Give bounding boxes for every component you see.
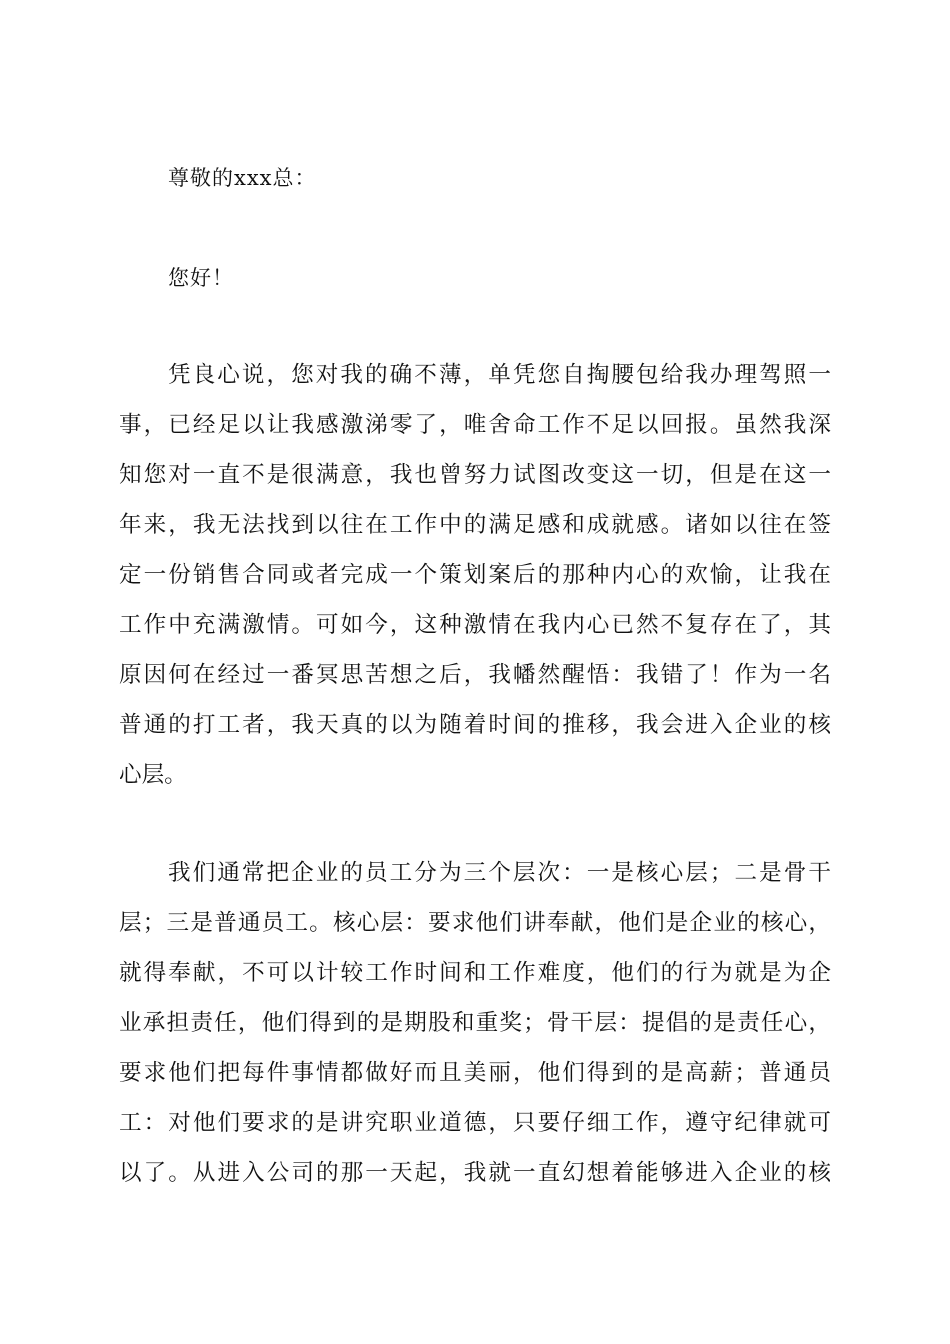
paragraph-line: 就得奉献，不可以计较工作时间和工作难度，他们的行为就是为企 — [119, 960, 831, 986]
paragraph-line: 工：对他们要求的是讲究职业道德，只要仔细工作，遵守纪律就可 — [119, 1110, 831, 1136]
salutation: 尊敬的xxx总： — [168, 166, 317, 190]
paragraph-line: 凭良心说，您对我的确不薄，单凭您自掏腰包给我办理驾照一 — [168, 362, 831, 388]
greeting: 您好！ — [168, 266, 234, 290]
paragraph-2 — [119, 848, 831, 1198]
paragraph-line: 业承担责任，他们得到的是期股和重奖；骨干层：提倡的是责任心， — [119, 1010, 831, 1036]
paragraph-line: 以了。从进入公司的那一天起，我就一直幻想着能够进入企业的核 — [119, 1160, 831, 1186]
paragraph-line: 事，已经足以让我感激涕零了，唯舍命工作不足以回报。虽然我深 — [119, 412, 831, 438]
paragraph-line: 普通的打工者，我天真的以为随着时间的推移，我会进入企业的核 — [119, 712, 831, 738]
paragraph-line: 心层。 — [119, 762, 187, 788]
paragraph-line: 我们通常把企业的员工分为三个层次：一是核心层；二是骨干 — [168, 860, 831, 886]
paragraph-1 — [119, 350, 831, 800]
paragraph-line: 知您对一直不是很满意，我也曾努力试图改变这一切，但是在这一 — [119, 462, 831, 488]
paragraph-line: 定一份销售合同或者完成一个策划案后的那种内心的欢愉，让我在 — [119, 562, 831, 588]
paragraph-line: 年来，我无法找到以往在工作中的满足感和成就感。诸如以往在签 — [119, 512, 831, 538]
paragraph-line: 层；三是普通员工。核心层：要求他们讲奉献，他们是企业的核心， — [119, 910, 831, 936]
paragraph-line: 原因何在经过一番冥思苦想之后，我幡然醒悟：我错了！作为一名 — [119, 662, 831, 688]
paragraph-line: 工作中充满激情。可如今，这种激情在我内心已然不复存在了，其 — [119, 612, 831, 638]
paragraph-line: 要求他们把每件事情都做好而且美丽，他们得到的是高薪；普通员 — [119, 1060, 831, 1086]
